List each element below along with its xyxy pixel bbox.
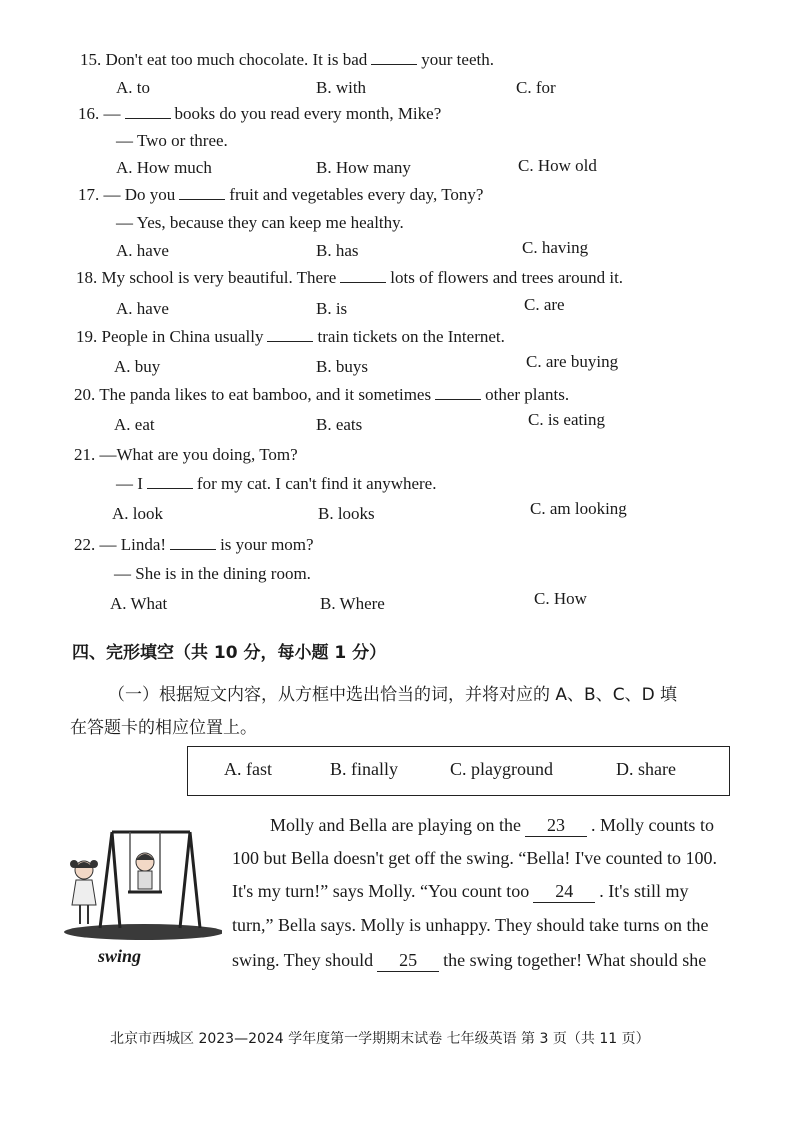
question-18: 18. My school is very beautiful. There lots of flowers and trees around it. — [76, 268, 624, 287]
option-c: C. having — [522, 238, 589, 257]
question-21-reply: — I for my cat. I can't find it anywhere. — [116, 474, 437, 493]
option-c: C. am looking — [530, 499, 627, 518]
option-a: A. eat — [114, 415, 155, 434]
option-c: C. How — [534, 589, 587, 608]
illustration-caption: swing — [98, 946, 142, 966]
instruction-line-2: 在答题卡的相应位置上。 — [70, 718, 257, 738]
option-b: B. How many — [316, 158, 411, 177]
option-b: B. buys — [316, 357, 368, 376]
option-b: B. has — [316, 241, 359, 260]
option-a: A. look — [112, 504, 163, 523]
option-c: C. are — [524, 295, 565, 314]
blank-25: 25 — [377, 950, 439, 972]
answer-blank — [147, 474, 193, 489]
option-c: C. is eating — [528, 410, 605, 429]
question-number: 15. — [80, 50, 102, 69]
swing-illustration — [62, 820, 222, 945]
blank-23: 23 — [525, 815, 587, 837]
question-17-reply: — Yes, because they can keep me healthy. — [116, 213, 404, 232]
option-a: A. to — [116, 78, 150, 97]
passage-line-5: swing. They should 25 the swing together! What should she — [232, 950, 707, 970]
option-c: C. How old — [518, 156, 597, 175]
option-b: B. with — [316, 78, 367, 97]
option-a: A. What — [110, 594, 168, 613]
ground-shadow — [64, 924, 222, 940]
option-b: B. looks — [318, 504, 375, 523]
passage-line-1: Molly and Bella are playing on the 23 . Molly counts to — [270, 815, 714, 835]
answer-blank — [179, 185, 225, 200]
question-22-reply: — She is in the dining room. — [114, 564, 311, 583]
option-a: A. How much — [116, 158, 212, 177]
question-16: 16. — books do you read every month, Mike? — [78, 104, 442, 123]
word-option-a: A. fast — [224, 759, 272, 779]
word-option-b: B. finally — [330, 759, 398, 779]
option-b: B. eats — [316, 415, 363, 434]
option-b: B. Where — [320, 594, 385, 613]
question-16-reply: — Two or three. — [116, 131, 228, 150]
option-c: C. are buying — [526, 352, 619, 371]
passage-line-3: It's my turn!” says Molly. “You count too 24 . It's still my — [232, 881, 689, 901]
question-21: 21. —What are you doing, Tom? — [74, 445, 298, 464]
blank-24: 24 — [533, 881, 595, 903]
option-a: A. have — [116, 241, 169, 260]
option-a: A. have — [116, 299, 169, 318]
option-b: B. is — [316, 299, 348, 318]
option-c: C. for — [516, 78, 556, 97]
word-bank-box — [187, 746, 730, 796]
question-22: 22. — Linda! is your mom? — [74, 535, 314, 554]
swing-frame-right — [180, 832, 190, 928]
question-19: 19. People in China usually train tickets on the Internet. — [76, 327, 505, 346]
word-option-d: D. share — [616, 759, 676, 779]
option-a: A. buy — [114, 357, 161, 376]
answer-blank — [125, 104, 171, 119]
question-17: 17. — Do you fruit and vegetables every day, Tony? — [78, 185, 484, 204]
answer-blank — [371, 50, 417, 65]
section-title: 四、完形填空（共 10 分，每小题 1 分） — [72, 643, 387, 663]
page-footer: 北京市西城区 2023—2024 学年度第一学期期末试卷 七年级英语 第 3 页（共 11 页） — [110, 1031, 650, 1047]
word-option-c: C. playground — [450, 759, 553, 779]
answer-blank — [267, 327, 313, 342]
answer-blank — [170, 535, 216, 550]
passage-line-2: 100 but Bella doesn't get off the swing. “Bella! I've counted to 100. — [232, 848, 718, 868]
swing-frame-left — [100, 832, 112, 928]
question-15: 15. Don't eat too much chocolate. It is bad your teeth. — [80, 50, 494, 69]
passage-line-4: turn,” Bella says. Molly is unhappy. They should take turns on the — [232, 915, 709, 935]
answer-blank — [340, 268, 386, 283]
question-20: 20. The panda likes to eat bamboo, and it sometimes other plants. — [74, 385, 570, 404]
answer-blank — [435, 385, 481, 400]
instruction-line-1: （一）根据短文内容，从方框中选出恰当的词，并将对应的 A、B、C、D 填 — [108, 685, 678, 705]
